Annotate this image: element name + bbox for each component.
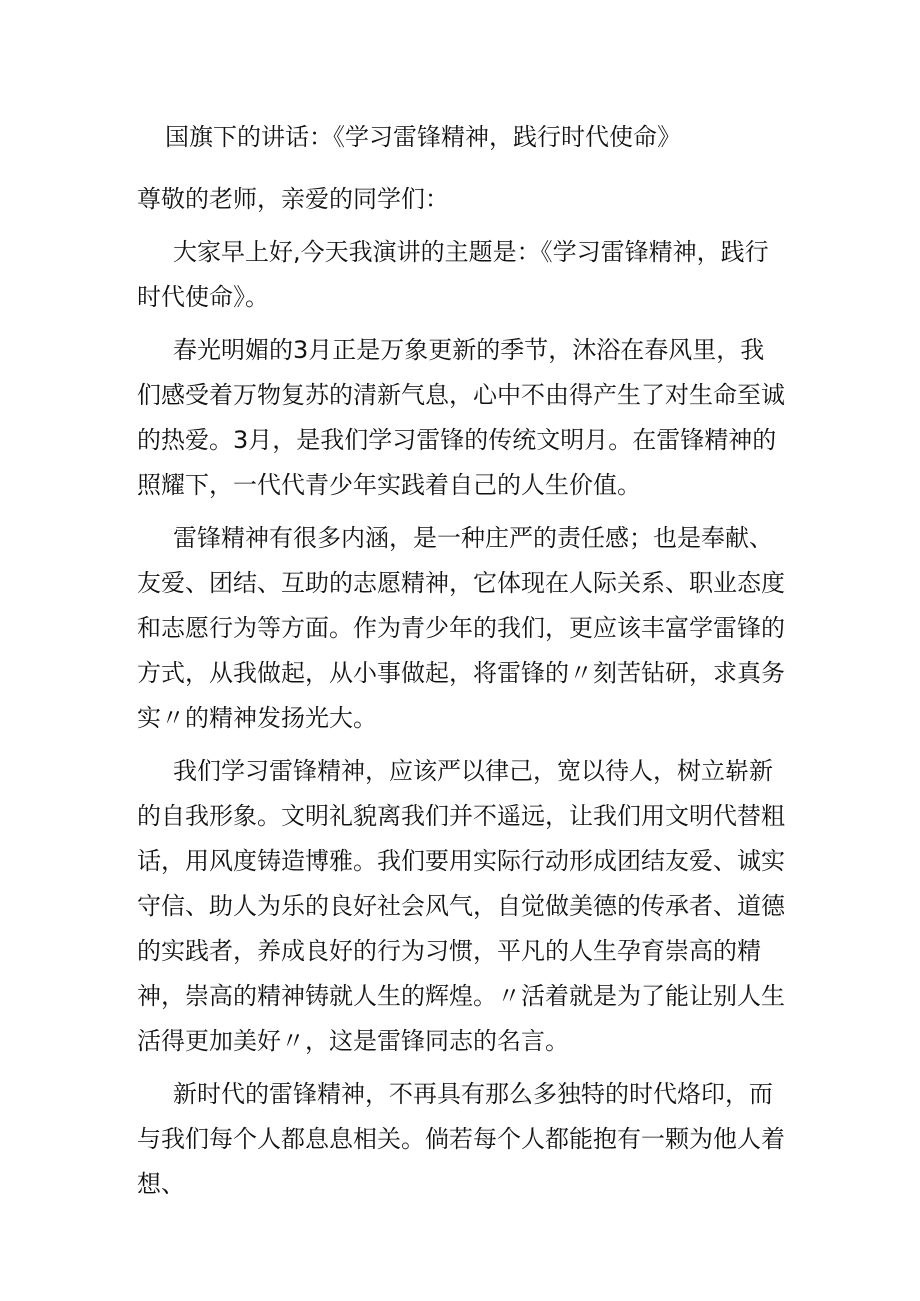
- speech-body: [137, 230, 787, 1215]
- salutation: 尊敬的老师，亲爱的同学们：: [137, 185, 449, 213]
- paragraph: 大家早上好,今天我演讲的主题是：《学习雷锋精神，践行时代使命》。: [137, 238, 769, 311]
- paragraph: 雷锋精神有很多内涵，是一种庄严的责任感；也是奉献、友爱、团结、互助的志愿精神，它体现在人际关系、职业态度和志愿行为等方面。作为青少年的我们，更应该丰富学雷锋的方式，从我做起，从小事做起，将雷锋的〃刻苦钻研，求真务实〃的精神发扬光大。: [137, 524, 785, 732]
- paragraph: 我们学习雷锋精神，应该严以律己，宽以待人，树立崭新的自我形象。文明礼貌离我们并不遥远，让我们用文明代替粗话，用风度铸造博雅。我们要用实际行动形成团结友爱、诚实守信、助人为乐的良好社会风气，自觉做美德的传承者、道德的实践者，养成良好的行为习惯，平凡的人生孕育崇高的精神，崇高的精神铸就人生的辉煌。〃活着就是为了能让别人生活得更加美好〃，这是雷锋同志的名言。: [137, 757, 785, 1055]
- paragraph: 新时代的雷锋精神，不再具有那么多独特的时代烙印，而与我们每个人都息息相关。倘若每个人都能抱有一颗为他人着想、: [137, 1080, 785, 1198]
- paragraph: 春光明媚的3月正是万象更新的季节，沐浴在春风里，我们感受着万物复苏的清新气息，心中不由得产生了对生命至诚的热爱。3月，是我们学习雷锋的传统文明月。在雷锋精神的照耀下，一代代青少年实践着自己的人生价值。: [137, 336, 785, 499]
- speech-title: 国旗下的讲话：《学习雷锋精神，践行时代使命》: [165, 123, 681, 151]
